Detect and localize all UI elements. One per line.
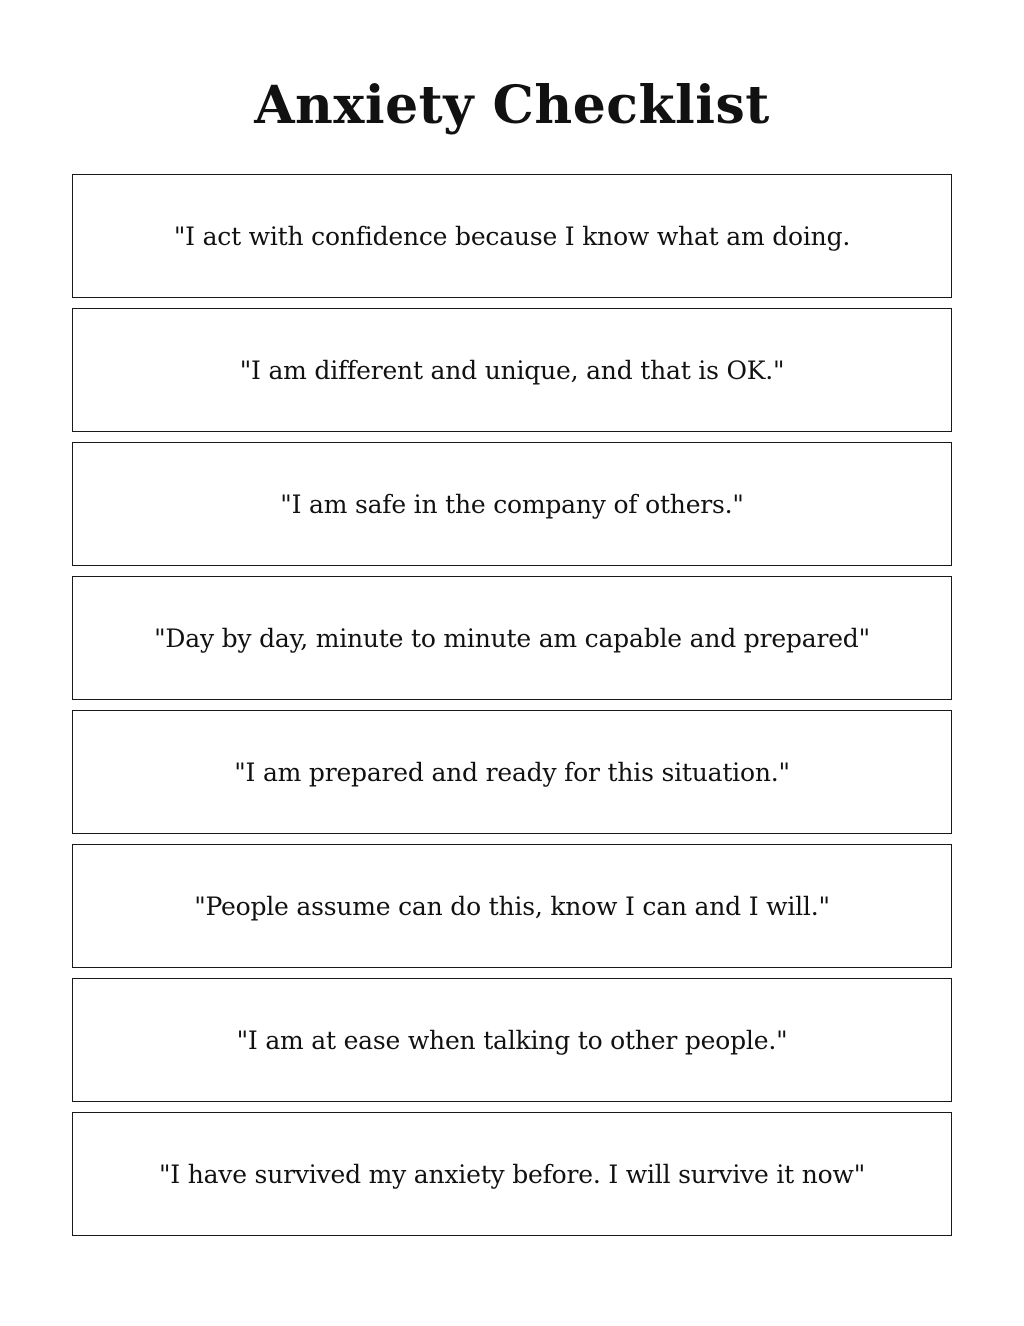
checklist-item-text: "I am prepared and ready for this situation."	[234, 757, 790, 787]
checklist-item-text: "I am different and unique, and that is OK."	[239, 355, 785, 385]
checklist-item-text: "Day by day, minute to minute am capable and prepared"	[154, 623, 870, 653]
checklist-item-text: "I am at ease when talking to other people."	[236, 1025, 788, 1055]
checklist-item-text: "I am safe in the company of others."	[280, 489, 744, 519]
checklist-item	[72, 1112, 952, 1236]
checklist-item	[72, 710, 952, 834]
checklist-item-text: "People assume can do this, know I can and I will."	[194, 891, 830, 921]
page-title: Anxiety Checklist	[254, 75, 770, 136]
checklist-item	[72, 978, 952, 1102]
checklist-item	[72, 308, 952, 432]
checklist-item	[72, 174, 952, 298]
checklist	[72, 174, 952, 1246]
checklist-item	[72, 442, 952, 566]
checklist-item-text: "I have survived my anxiety before. I will survive it now"	[158, 1159, 866, 1189]
checklist-item	[72, 576, 952, 700]
checklist-item	[72, 844, 952, 968]
checklist-item-text: "I act with confidence because I know what am doing.	[173, 221, 851, 251]
